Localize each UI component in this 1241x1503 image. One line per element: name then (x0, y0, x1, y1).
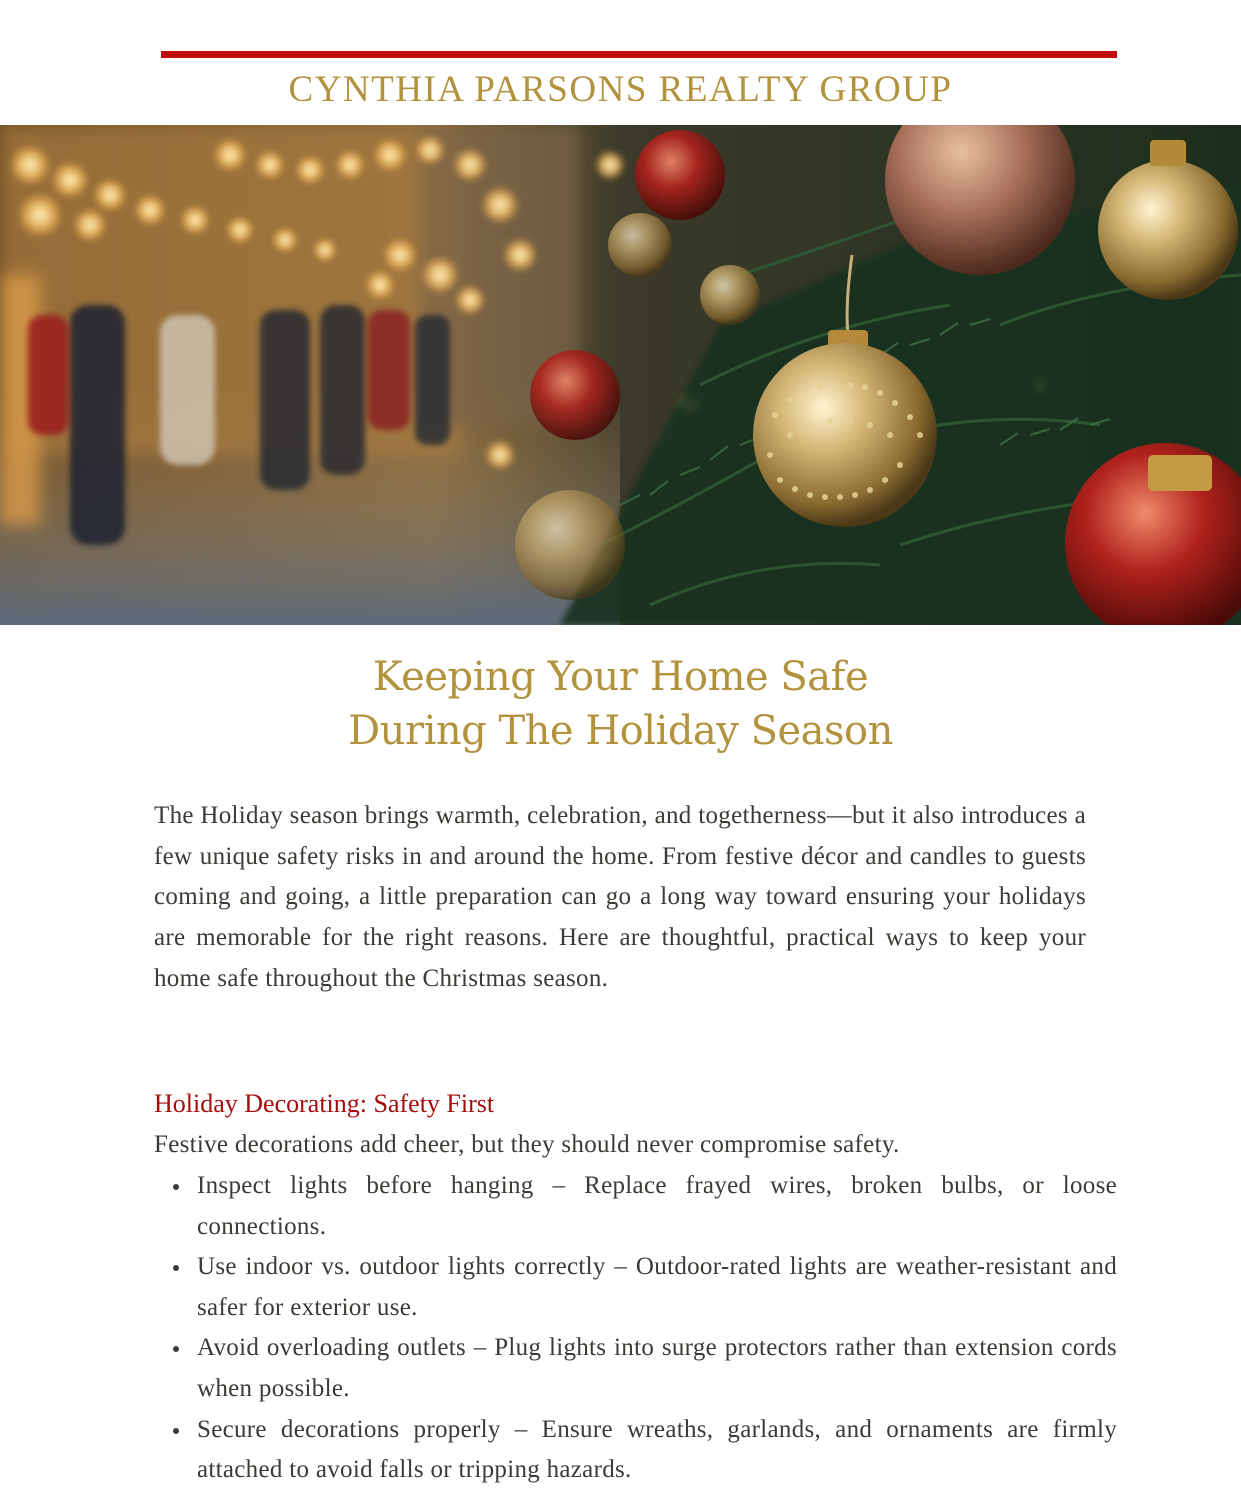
header-rule (161, 51, 1117, 58)
list-item: Avoid overloading outlets – Plug lights into surge protectors rather than extension cords when possible. (197, 1328, 1117, 1409)
brand-name: CYNTHIA PARSONS REALTY GROUP (288, 69, 953, 110)
section-lead: Festive decorations add cheer, but they should never compromise safety. (154, 1131, 900, 1158)
safety-tips-list (197, 1166, 1117, 1491)
list-item: Use indoor vs. outdoor lights correctly – Outdoor-rated lights are weather-resistant and safer for exterior use. (197, 1247, 1117, 1328)
intro-paragraph: The Holiday season brings warmth, celebration, and togetherness—but it also introduces a few unique safety risks in and around the home. From festive décor and candles to guests coming and going, a little preparation can go a long way toward ensuring your holidays are memorable for the right reasons. Here are thoughtful, practical ways to keep your home safe throughout the Christmas season. (154, 802, 1086, 992)
article-title-line-2: During The Holiday Season (348, 708, 893, 754)
hero-image (0, 125, 1241, 625)
article-title (0, 650, 1241, 758)
list-item: Inspect lights before hanging – Replace frayed wires, broken bulbs, or loose connections. (197, 1166, 1117, 1247)
list-item: Secure decorations properly – Ensure wreaths, garlands, and ornaments are firmly attached to avoid falls or tripping hazards. (197, 1410, 1117, 1491)
section-heading: Holiday Decorating: Safety First (154, 1089, 495, 1118)
article-title-line-1: Keeping Your Home Safe (372, 654, 869, 700)
